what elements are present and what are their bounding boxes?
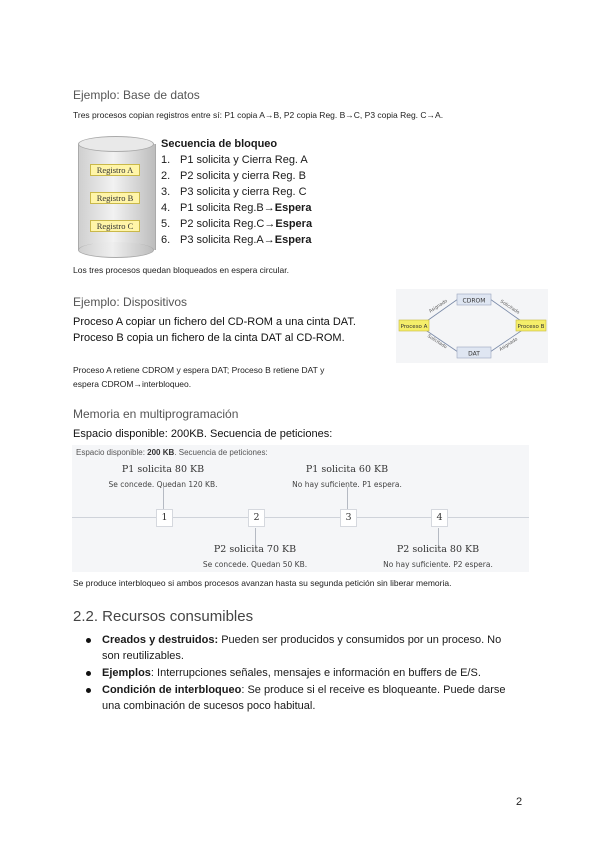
event-2-sub: Se concede. Quedan 50 KB. — [202, 560, 308, 569]
consumables-item: Condición de interbloqueo: Se produce si el receive es bloqueante. Puede darse una combinación de sucesos poco habitual. — [73, 682, 533, 714]
sequence-step: 6. P3 solicita Reg.A→Espera — [161, 234, 312, 246]
timeline-tick-2: 2 — [248, 509, 265, 527]
device-deadlock-diagram — [396, 289, 548, 363]
lock-sequence — [161, 136, 381, 248]
devices-heading: Ejemplo: Dispositivos — [73, 295, 188, 309]
timeline-tick-1: 1 — [156, 509, 173, 527]
register-b-label: Registro B — [90, 192, 140, 204]
sequence-step: 5. P2 solicita Reg.C→Espera — [161, 218, 313, 230]
sequence-list — [161, 152, 381, 248]
register-c-label: Registro C — [90, 220, 140, 232]
page-number: 2 — [516, 796, 523, 808]
edge-label-bottom-left: Solicitado — [426, 334, 448, 351]
consumables-item: Creados y destruidos: Pueden ser producidos y consumidos por un proceso. No son reutilizables. — [73, 632, 533, 664]
consumables-item: Ejemplos: Interrupciones señales, mensajes e información en buffers de E/S. — [73, 665, 533, 681]
sequence-step: 3. P3 solicita y cierra Reg. C — [161, 186, 307, 198]
bullet-icon — [86, 671, 91, 676]
devices-note — [73, 363, 324, 391]
event-1-title: P1 solicita 80 KB — [121, 464, 205, 475]
consumables-list — [73, 632, 533, 715]
memory-conclusion: Se produce interbloqueo si ambos procesos avanzan hasta su segunda petición sin liberar memoria. — [73, 578, 452, 588]
devices-note-line-2: espera CDROM→interbloqueo. — [73, 379, 192, 389]
devices-line-1: Proceso A copiar un fichero del CD-ROM a una cinta DAT. — [73, 316, 356, 328]
event-3-sub: No hay suficiente. P1 espera. — [292, 480, 402, 489]
memory-timeline — [72, 445, 529, 572]
db-example-heading: Ejemplo: Base de datos — [73, 88, 200, 102]
process-a-node-label: Proceso A — [400, 324, 428, 330]
event-1-sub: Se concede. Quedan 120 KB. — [108, 480, 218, 489]
timeline-tick-4: 4 — [431, 509, 448, 527]
event-4-title: P2 solicita 80 KB — [396, 544, 480, 555]
edge-label-bottom-right: Asignado — [498, 337, 519, 353]
bullet-icon — [86, 688, 91, 693]
timeline-caption: Espacio disponible: 200 KB. Secuencia de peticiones: — [76, 448, 268, 457]
timeline-tick-3: 3 — [340, 509, 357, 527]
devices-line-2: Proceso B copia un fichero de la cinta DAT al CD-ROM. — [73, 332, 345, 344]
event-2-title: P2 solicita 70 KB — [213, 544, 297, 555]
devices-note-line-1: Proceso A retiene CDROM y espera DAT; Proceso B retiene DAT y — [73, 365, 325, 375]
sequence-step: 4. P1 solicita Reg.B→Espera — [161, 202, 312, 214]
event-4-sub: No hay suficiente. P2 espera. — [383, 560, 493, 569]
memory-heading: Memoria en multiprogramación — [73, 407, 239, 421]
register-a-label: Registro A — [90, 164, 140, 176]
memory-intro: Espacio disponible: 200KB. Secuencia de peticiones: — [73, 428, 333, 440]
bullet-icon — [86, 638, 91, 643]
event-3-title: P1 solicita 60 KB — [305, 464, 389, 475]
consumables-heading: 2.2. Recursos consumibles — [73, 608, 254, 625]
edge-label-top-right: Solicitado — [498, 299, 521, 316]
cdrom-node-label: CDROM — [462, 297, 486, 305]
dat-node-label: DAT — [468, 350, 480, 358]
database-cylinder-icon — [78, 136, 154, 258]
sequence-step: 2. P2 solicita y cierra Reg. B — [161, 170, 306, 182]
process-b-node-label: Proceso B — [517, 324, 545, 330]
db-example-conclusion: Los tres procesos quedan bloqueados en espera circular. — [73, 265, 289, 275]
db-example-intro: Tres procesos copian registros entre sí: P1 copia A→B, P2 copia Reg. B→C, P3 copia Reg. C→A. — [73, 110, 444, 120]
edge-label-top-left: Asignado — [428, 298, 449, 315]
sequence-title: Secuencia de bloqueo — [161, 138, 278, 150]
timeline-axis — [72, 517, 529, 518]
sequence-step: 1. P1 solicita y Cierra Reg. A — [161, 154, 308, 166]
